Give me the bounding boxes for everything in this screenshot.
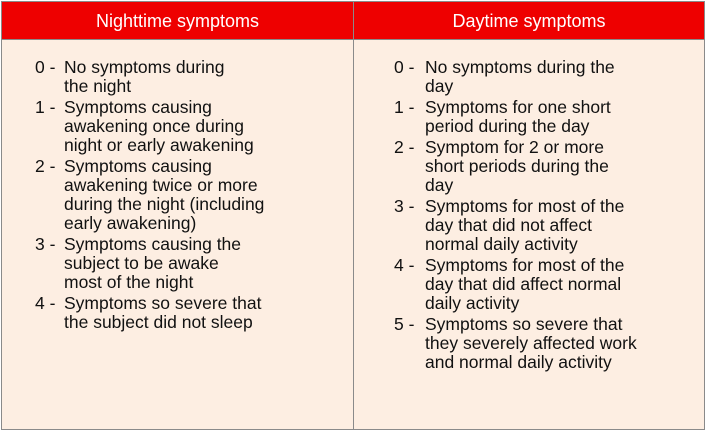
score-code: 0 - — [394, 57, 415, 77]
score-description: Symptoms causing awakening twice or more during the night (including early awakening) — [64, 156, 265, 233]
nighttime-column-title: Nighttime symptoms — [95, 11, 260, 31]
score-code: 5 - — [394, 314, 415, 334]
list-item — [394, 138, 694, 195]
score-description: Symptoms causing the subject to be awake most of the night — [64, 234, 242, 292]
list-item — [394, 197, 694, 254]
score-description: Symptoms for most of the day that did affect normal daily activity — [425, 255, 625, 313]
score-description: No symptoms during the night — [64, 57, 225, 96]
list-item — [394, 315, 694, 372]
score-code: 3 - — [394, 196, 415, 216]
score-description: Symptoms so severe that they severely affected work and normal daily activity — [425, 314, 637, 372]
score-description: Symptoms for most of the day that did not affect normal daily activity — [425, 196, 625, 254]
score-code: 0 - — [35, 57, 56, 77]
daytime-symptom-list — [394, 58, 694, 374]
score-description: Symptom for 2 or more short periods during the day — [425, 137, 609, 195]
score-code: 1 - — [35, 97, 56, 117]
column-divider — [353, 2, 354, 429]
score-code: 4 - — [394, 255, 415, 275]
score-description: Symptoms causing awakening once during night or early awakening — [64, 97, 254, 155]
daytime-column-title: Daytime symptoms — [452, 11, 606, 31]
score-description: Symptoms for one short period during the day — [425, 97, 611, 136]
nighttime-symptom-list — [35, 58, 335, 334]
list-item — [394, 98, 694, 136]
score-code: 2 - — [35, 156, 56, 176]
score-description: No symptoms during the day — [425, 57, 615, 96]
symptom-scale-table — [1, 1, 705, 430]
list-item — [35, 235, 335, 292]
score-description: Symptoms so severe that the subject did not sleep — [64, 293, 262, 332]
list-item — [35, 294, 335, 332]
list-item — [394, 256, 694, 313]
list-item — [35, 157, 335, 233]
score-code: 1 - — [394, 97, 415, 117]
score-code: 3 - — [35, 234, 56, 254]
list-item — [35, 58, 335, 96]
list-item — [35, 98, 335, 155]
score-code: 4 - — [35, 293, 56, 313]
list-item — [394, 58, 694, 96]
score-code: 2 - — [394, 137, 415, 157]
